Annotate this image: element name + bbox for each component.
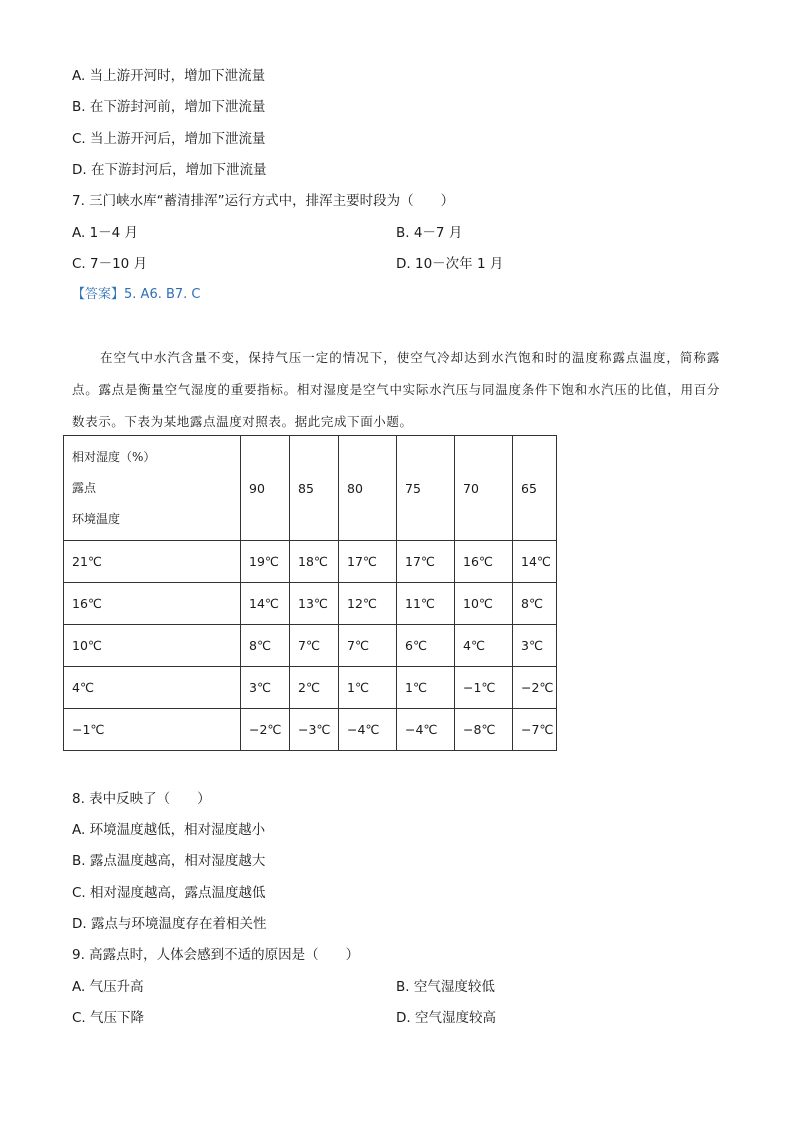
dew-cell: 11℃ [397, 583, 455, 625]
dew-cell: 7℃ [290, 625, 339, 667]
humidity-col-65: 65 [513, 436, 557, 541]
q8-stem: 8. 表中反映了（ ） [72, 791, 211, 807]
q9-option-a: A. 气压升高 [72, 979, 144, 995]
table-header-corner [64, 436, 241, 541]
dew-cell: −2℃ [513, 667, 557, 709]
humidity-col-80: 80 [339, 436, 397, 541]
dew-cell: −4℃ [397, 709, 455, 751]
table-row [64, 625, 557, 667]
env-temp-cell: 16℃ [64, 583, 241, 625]
table-row [64, 709, 557, 751]
dew-cell: 6℃ [397, 625, 455, 667]
dew-cell: −2℃ [241, 709, 290, 751]
q6-option-c: C. 当上游开河后，增加下泄流量 [72, 131, 266, 147]
dew-cell: 14℃ [513, 541, 557, 583]
dew-cell: 14℃ [241, 583, 290, 625]
answer-text: 5. A6. B7. C [124, 287, 201, 302]
dew-cell: 8℃ [513, 583, 557, 625]
env-temp-cell: 10℃ [64, 625, 241, 667]
humidity-col-75: 75 [397, 436, 455, 541]
q8-option-a: A. 环境温度越低，相对湿度越小 [72, 822, 266, 838]
dew-cell: 16℃ [455, 541, 513, 583]
q9-option-d: D. 空气湿度较高 [396, 1010, 496, 1026]
q9-option-b: B. 空气湿度较低 [396, 979, 495, 995]
dew-cell: 4℃ [455, 625, 513, 667]
q8-option-b: B. 露点温度越高，相对湿度越大 [72, 853, 266, 869]
dew-cell: −8℃ [455, 709, 513, 751]
humidity-col-90: 90 [241, 436, 290, 541]
q7-option-c: C. 7－10 月 [72, 256, 148, 272]
q6-option-b: B. 在下游封河前，增加下泄流量 [72, 99, 266, 115]
answer-tag: 【答案】 [72, 287, 125, 302]
humidity-col-85: 85 [290, 436, 339, 541]
q8-option-c: C. 相对湿度越高，露点温度越低 [72, 885, 266, 901]
table-row [64, 541, 557, 583]
table-header-row [64, 436, 557, 541]
dew-cell: 17℃ [397, 541, 455, 583]
dew-cell: −7℃ [513, 709, 557, 751]
dew-cell: 7℃ [339, 625, 397, 667]
q7-option-b: B. 4－7 月 [396, 225, 463, 241]
dew-cell: 12℃ [339, 583, 397, 625]
env-temp-cell: 4℃ [64, 667, 241, 709]
header-humidity: 相对湿度（%） [72, 449, 156, 464]
dew-cell: 3℃ [513, 625, 557, 667]
q7-option-d: D. 10－次年 1 月 [396, 256, 504, 272]
q9-option-c: C. 气压下降 [72, 1010, 145, 1026]
humidity-col-70: 70 [455, 436, 513, 541]
header-env-temp: 环境温度 [72, 511, 121, 526]
q7-option-a: A. 1－4 月 [72, 225, 139, 241]
env-temp-cell: −1℃ [64, 709, 241, 751]
env-temp-cell: 21℃ [64, 541, 241, 583]
dew-cell: −4℃ [339, 709, 397, 751]
q6-option-a: A. 当上游开河时，增加下泄流量 [72, 68, 266, 84]
dew-point-table [63, 435, 557, 751]
answer-line [72, 286, 201, 304]
passage: 在空气中水汽含量不变，保持气压一定的情况下，使空气冷却达到水汽饱和时的温度称露点温度，简称露点。露点是衡量空气湿度的重要指标。相对湿度是空气中实际水汽压与同温度条件下饱和水汽压的比值，用百分数表示。下表为某地露点温度对照表。据此完成下面小题。 [72, 350, 720, 429]
dew-cell: 3℃ [241, 667, 290, 709]
table-row [64, 583, 557, 625]
dew-cell: 18℃ [290, 541, 339, 583]
dew-cell: 1℃ [397, 667, 455, 709]
table-row [64, 667, 557, 709]
dew-cell: 17℃ [339, 541, 397, 583]
dew-cell: 13℃ [290, 583, 339, 625]
dew-cell: 8℃ [241, 625, 290, 667]
dew-cell: 10℃ [455, 583, 513, 625]
q9-stem: 9. 高露点时，人体会感到不适的原因是（ ） [72, 947, 360, 963]
dew-cell: 19℃ [241, 541, 290, 583]
dew-cell: −3℃ [290, 709, 339, 751]
q8-option-d: D. 露点与环境温度存在着相关性 [72, 916, 267, 932]
header-dew-point: 露点 [72, 480, 97, 495]
dew-cell: 2℃ [290, 667, 339, 709]
dew-cell: −1℃ [455, 667, 513, 709]
dew-cell: 1℃ [339, 667, 397, 709]
q6-option-d: D. 在下游封河后，增加下泄流量 [72, 162, 267, 178]
q7-stem: 7. 三门峡水库“蓄清排浑”运行方式中，排浑主要时段为（ ） [72, 193, 455, 209]
